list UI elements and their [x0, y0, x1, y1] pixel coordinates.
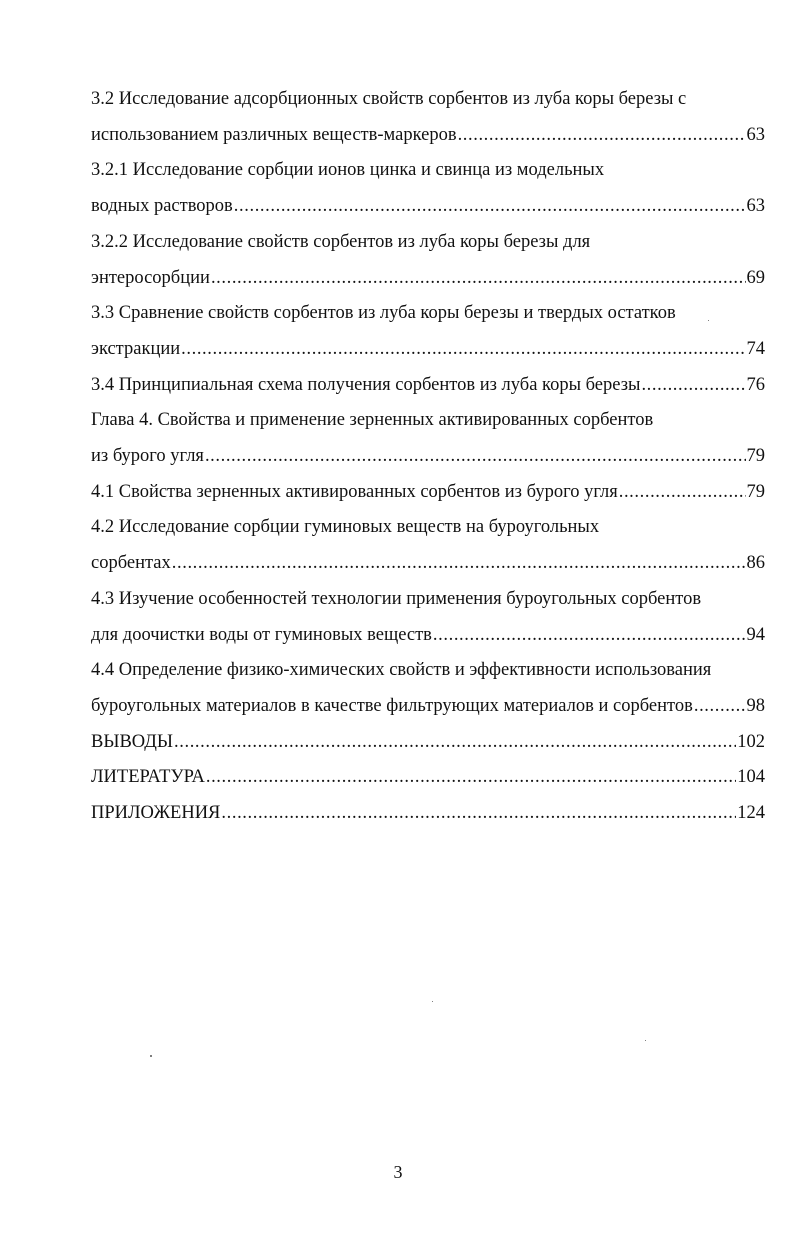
toc-entry [91, 510, 765, 581]
toc-entry-leader-line [91, 475, 765, 511]
toc-entry-text: 4.3 Изучение особенностей технологии применения буроугольных сорбентов [91, 588, 702, 609]
toc-page-number: 76 [746, 374, 765, 395]
toc-entry-leader-line [91, 760, 765, 796]
toc-entry-text: ВЫВОДЫ [91, 731, 174, 752]
toc-entry [91, 475, 765, 511]
toc-page-number: 74 [746, 338, 765, 359]
toc-entry [91, 796, 765, 832]
toc-entry-leader-line [91, 618, 765, 654]
toc-entry [91, 153, 765, 224]
toc-entry-leader-line [91, 261, 765, 297]
page-number: 3 [393, 1162, 403, 1182]
toc-page-number: 104 [737, 767, 765, 788]
toc-entry-text: буроугольных материалов в качестве фильтрующих материалов и сорбентов [91, 695, 693, 716]
toc-entry-title-line [91, 153, 765, 189]
toc-entry-leader-line [91, 689, 765, 725]
toc-page-number: 69 [746, 267, 765, 288]
dot-leader [181, 332, 745, 368]
toc-entry [91, 582, 765, 653]
toc-entry-leader-line [91, 368, 765, 404]
toc-entry-text: 4.1 Свойства зерненных активированных сорбентов из бурого угля [91, 481, 618, 502]
toc-entry-title-line [91, 510, 765, 546]
toc-entry-text: ЛИТЕРАТУРА [91, 767, 205, 788]
dot-leader [205, 439, 746, 475]
toc-entry [91, 653, 765, 724]
dot-leader [206, 760, 736, 796]
table-of-contents [91, 82, 765, 832]
toc-entry-text: 3.3 Сравнение свойств сорбентов из луба коры березы и твердых остатков [91, 303, 676, 324]
toc-entry-title-line [91, 653, 765, 689]
toc-page-number: 94 [746, 624, 765, 645]
toc-entry-text: 3.2.1 Исследование сорбции ионов цинка и свинца из модельных [91, 160, 605, 181]
dot-leader [172, 546, 746, 582]
dot-leader [221, 796, 736, 832]
dot-leader [619, 475, 746, 511]
toc-entry-title-line [91, 582, 765, 618]
toc-entry-leader-line [91, 189, 765, 225]
dot-leader [641, 368, 745, 404]
toc-page-number: 98 [746, 695, 765, 716]
toc-page-number: 63 [746, 124, 765, 145]
toc-entry-text: 3.4 Принципиальная схема получения сорбентов из луба коры березы [91, 374, 641, 395]
dot-leader [458, 118, 746, 154]
toc-entry-text: водных растворов [91, 196, 233, 217]
toc-entry-leader-line [91, 796, 765, 832]
scan-speck [150, 1055, 152, 1057]
toc-entry-text: использованием различных веществ-маркеров [91, 124, 457, 145]
dot-leader [174, 725, 736, 761]
toc-entry-text: ПРИЛОЖЕНИЯ [91, 803, 221, 824]
toc-entry-text: 3.2 Исследование адсорбционных свойств сорбентов из луба коры березы с [91, 89, 687, 109]
dot-leader [211, 261, 746, 297]
toc-entry [91, 368, 765, 404]
dot-leader [433, 618, 746, 654]
toc-entry-text: Глава 4. Свойства и применение зерненных активированных сорбентов [91, 410, 654, 431]
toc-entry [91, 296, 765, 367]
toc-page-number: 79 [746, 446, 765, 467]
toc-page-number: 63 [746, 196, 765, 217]
dot-leader [234, 189, 746, 225]
toc-entry-text: 4.4 Определение физико-химических свойств и эффективности использования [91, 660, 712, 681]
toc-entry-text: из бурого угля [91, 446, 204, 467]
toc-entry [91, 82, 765, 153]
toc-entry-leader-line [91, 546, 765, 582]
toc-page-number: 79 [746, 481, 765, 502]
toc-entry-title-line [91, 403, 765, 439]
toc-entry-text: для доочистки воды от гуминовых веществ [91, 624, 432, 645]
scan-speck [645, 1040, 646, 1041]
toc-entry-text: 4.2 Исследование сорбции гуминовых веществ на буроугольных [91, 517, 600, 538]
dot-leader [694, 689, 746, 725]
toc-entry-title-line [91, 296, 765, 332]
toc-page-number: 124 [737, 803, 765, 824]
toc-entry-leader-line [91, 439, 765, 475]
toc-entry-title-line [91, 82, 765, 118]
toc-entry [91, 760, 765, 796]
toc-page-number: 102 [737, 731, 765, 752]
toc-entry-leader-line [91, 332, 765, 368]
toc-entry-text: 3.2.2 Исследование свойств сорбентов из луба коры березы для [91, 231, 591, 252]
toc-entry-text: сорбентах [91, 553, 171, 574]
toc-page-number: 86 [746, 553, 765, 574]
toc-entry [91, 403, 765, 474]
toc-entry [91, 725, 765, 761]
toc-entry [91, 225, 765, 296]
toc-entry-text: экстракции [91, 338, 181, 359]
toc-entry-leader-line [91, 725, 765, 761]
scan-speck [432, 1001, 433, 1002]
toc-entry-text: энтеросорбции [91, 267, 210, 288]
toc-entry-leader-line [91, 118, 765, 154]
toc-entry-title-line [91, 225, 765, 261]
scan-speck [708, 320, 709, 321]
